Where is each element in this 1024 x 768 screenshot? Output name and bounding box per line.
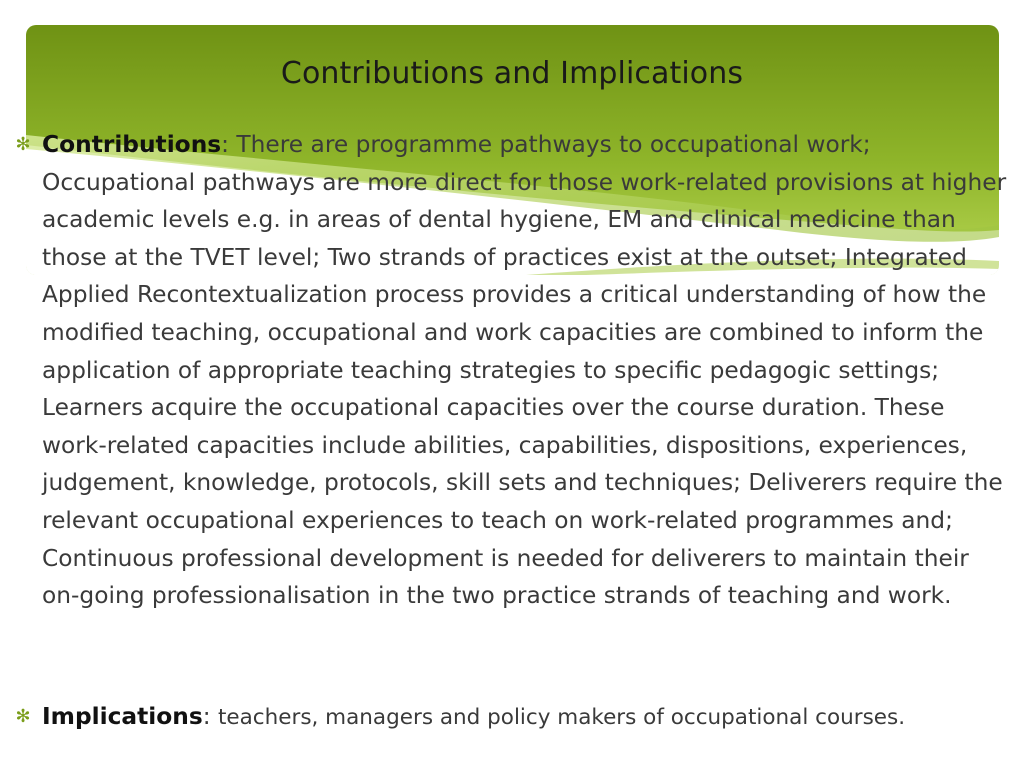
- bullet-lead-contributions: Contributions: [42, 131, 222, 158]
- bullet-body-implications: teachers, managers and policy makers of occupational courses.: [217, 705, 906, 730]
- bullet-implications-text: [42, 698, 1012, 736]
- slide-title: Contributions and Implications: [280, 56, 744, 91]
- asterisk-bullet-icon: ✻: [15, 706, 31, 727]
- asterisk-bullet-icon: ✻: [15, 134, 31, 155]
- bullet-separator: :: [221, 131, 237, 158]
- bullet-lead-implications: Implications: [42, 703, 203, 730]
- bullet-separator: :: [202, 703, 218, 730]
- bullet-body-contributions: There are programme pathways to occupational work; Occupational pathways are more direct for those work-related provisions at higher academic levels e.g. in areas of dental hygiene, EM and clinical medicine than those at the TVET level; Two strands of practices exist at the outset; Integrated Applied Recontextualization process provides a critical understanding of how the modified teaching, occupational and work capacities are combined to inform the application of appropriate teaching strategies to specific pedagogic settings; Learners acquire the occupational capacities over the course duration. These work-related capacities include abilities, capabilities, dispositions, experiences, judgement, knowledge, protocols, skill sets and techniques; Deliverers require the relevant occupational experiences to teach on work-related programmes and; Continuous professional development is needed for deliverers to maintain their on-going professionalisation in the two practice strands of teaching and work.: [42, 131, 1007, 610]
- bullet-contributions-text: [42, 126, 1012, 615]
